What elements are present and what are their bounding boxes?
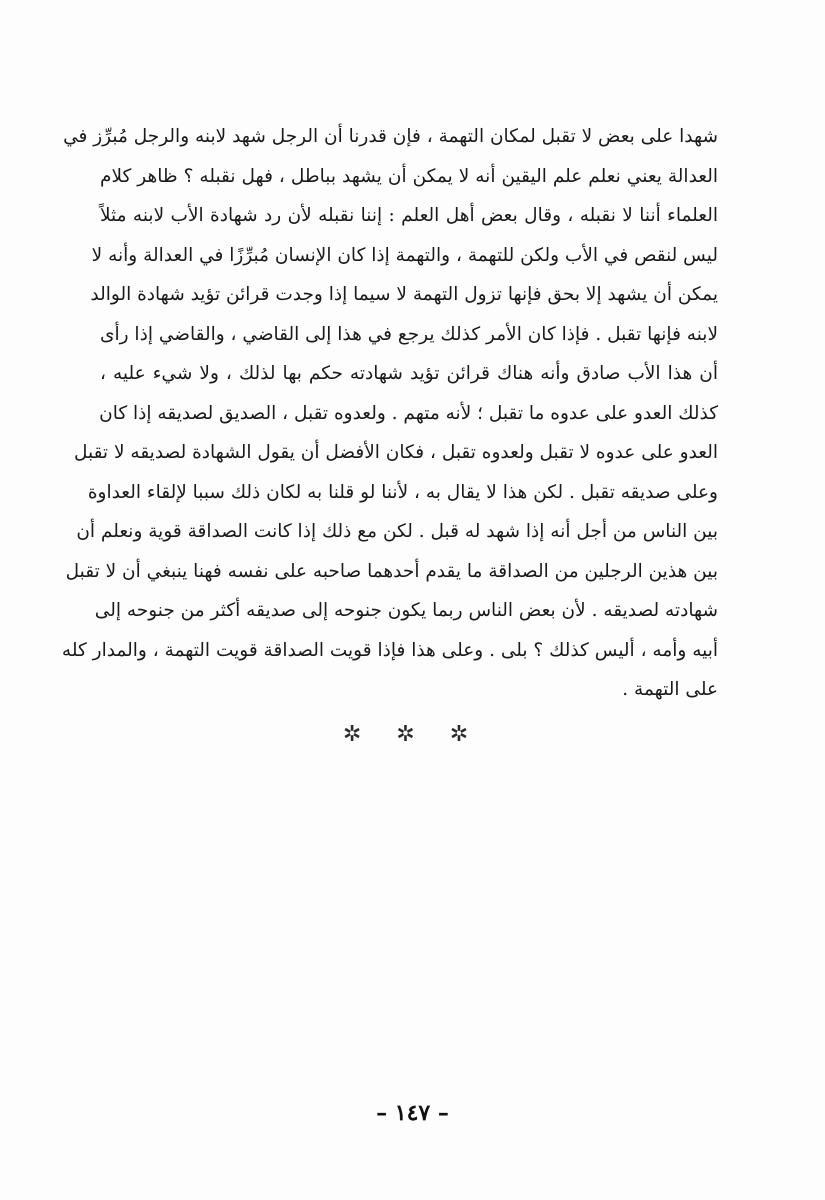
text-line: ليس لنقص في الأب ولكن للتهمة ، والتهمة إذا كان الإنسان مُبرِّزًا في العدالة وأنه لا xyxy=(91,244,718,266)
text-line: أن هذا الأب صادق وأنه هناك قرائن تؤيد شهادته حكم بها لذلك ، ولا شيء عليه ، xyxy=(100,363,718,384)
text-line: العلماء أننا لا نقبله ، وقال بعض أهل العلم : إننا نقبله لأن رد شهادة الأب لابنه مثلاً xyxy=(100,205,718,226)
text-line: العدالة يعني نعلم علم اليقين أنه لا يمكن أن يشهد بباطل ، فهل نقبله ؟ ظاهر كلام xyxy=(100,165,718,187)
text-line: شهدا على بعض لا تقبل لمكان التهمة ، فإن قدرنا أن الرجل شهد لابنه والرجل مُبرِّز في xyxy=(63,126,718,147)
text-line: يمكن أن يشهد إلا بحق فإنها تزول التهمة لا سيما إذا وجدت قرائن تؤيد شهادة الوالد xyxy=(90,284,718,305)
text-line: وعلى صديقه تقبل . لكن هذا لا يقال به ، لأننا لو قلنا به لكان ذلك سببا لإلقاء العداوة xyxy=(87,481,718,503)
body-paragraph xyxy=(61,117,718,710)
text-line: العدو على عدوه لا تقبل ولعدوه تقبل ، فكان الأفضل أن يقول الشهادة لصديقه لا تقبل xyxy=(73,442,718,463)
text-line: بين الناس من أجل أنه إذا شهد له قبل . لكن مع ذلك إذا كانت الصداقة قوية ونعلم أن xyxy=(76,521,718,542)
text-line-last: على التهمة . xyxy=(622,679,718,700)
text-line: بين هذين الرجلين من الصداقة ما يقدم أحدهما صاحبه على نفسه فهنا ينبغي أن لا تقبل xyxy=(65,560,718,582)
text-line: لابنه فإنها تقبل . فإذا كان الأمر كذلك يرجع في هذا إلى القاضي ، والقاضي إذا رأى xyxy=(100,323,718,345)
page-number: – ١٤٧ – xyxy=(376,1100,449,1126)
section-divider-asterisks: ✲ ✲ ✲ xyxy=(342,722,483,747)
text-line: أبيه وأمه ، أليس كذلك ؟ بلى . وعلى هذا فإذا قويت الصداقة قويت التهمة ، والمدار كله xyxy=(61,639,718,661)
text-line: شهادته لصديقه . لأن بعض الناس ربما يكون جنوحه إلى صديقه أكثر من جنوحه إلى xyxy=(94,600,718,621)
text-line: كذلك العدو على عدوه ما تقبل ؛ لأنه متهم . ولعدوه تقبل ، الصديق لصديقه إذا كان xyxy=(99,402,718,424)
